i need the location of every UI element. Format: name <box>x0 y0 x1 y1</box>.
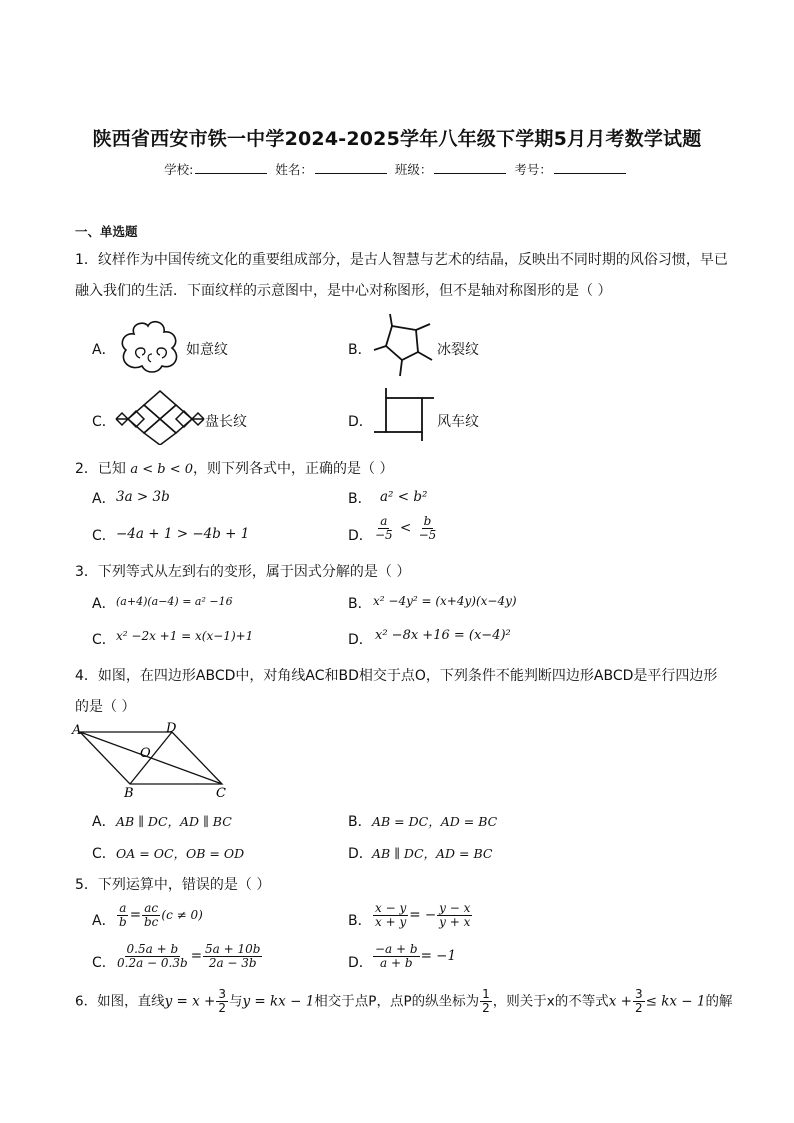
q6-frac-2-num: 1 <box>482 987 490 1001</box>
page-title: 陕西省西安市铁一中学2024-2025学年八年级下学期5月月考数学试题 <box>92 128 702 150</box>
q5-c-frac-right <box>203 943 262 970</box>
q5-b-eq: = − <box>409 907 437 923</box>
point-o-label: O <box>140 746 151 761</box>
q4-option-c-expr: OA = OC，OB = OD <box>116 846 245 861</box>
q5-a-eq: = <box>129 907 141 923</box>
q5-c-num-left: 0.5a + b <box>126 942 179 956</box>
q6-frac-1 <box>216 988 228 1015</box>
q6-text-5: 的解 <box>705 993 733 1010</box>
q5-a-num-left: a <box>119 901 127 915</box>
q1-option-d-text: 风车纹 <box>437 414 479 430</box>
q3-option-d-label: D． <box>348 632 373 648</box>
q5-d-den: a + b <box>380 956 413 970</box>
q6-text-2: 与 <box>228 993 243 1010</box>
name-blank <box>315 161 387 174</box>
q5-option-a-expr <box>116 902 203 929</box>
q6-stem <box>75 988 732 1015</box>
vertex-d-label: D <box>166 721 177 736</box>
q6-line2-expr: y = kx − 1 <box>242 993 315 1010</box>
q5-option-b-expr <box>372 902 473 929</box>
q6-text-3: 相交于点P，点P的纵坐标为 <box>314 993 480 1010</box>
q6-frac-2 <box>480 988 492 1015</box>
q6-text-1: 6．如图，直线 <box>75 993 165 1010</box>
q5-c-eq: = <box>190 948 202 964</box>
number-blank <box>554 161 626 174</box>
q4-option-b-label: B． <box>348 814 372 830</box>
q2-option-d-label: D． <box>348 528 373 544</box>
q2-option-c-expr: −4a + 1 > −4b + 1 <box>116 526 250 542</box>
q4-option-d-expr: AB ∥ DC，AD = BC <box>372 846 493 861</box>
q4-option-b-expr: AB = DC，AD = BC <box>372 814 498 829</box>
q2-option-b-expr: a² < b² <box>380 489 428 505</box>
class-label: 班级： <box>394 162 433 177</box>
q2-d-den-right: −5 <box>418 528 437 542</box>
q1-option-c-label: C． <box>92 414 116 430</box>
diagonal-bd <box>130 732 172 784</box>
q3-option-c-expr: x² −2x +1 = x(x−1)+1 <box>116 629 254 643</box>
q6-frac-1-num: 3 <box>218 987 226 1001</box>
q1-option-a-text: 如意纹 <box>186 342 228 358</box>
q2-stem-suffix: ，则下列各式中，正确的是（ ） <box>193 461 394 477</box>
q2-d-frac-left <box>373 515 395 542</box>
vertex-c-label: C <box>216 786 226 800</box>
q1-option-b-label: B． <box>348 342 372 358</box>
q2-option-b-label: B． <box>348 491 372 507</box>
q2-d-relation: < <box>400 520 412 536</box>
q6-frac-2-den: 2 <box>482 1001 490 1015</box>
q3-option-d-expr: x² −8x +16 = (x−4)² <box>375 628 511 643</box>
q2-condition: a < b < 0 <box>130 462 194 477</box>
q4-stem-line2: 的是（ ） <box>75 699 136 715</box>
q3-option-b-expr: x² −4y² = (x+4y)(x−4y) <box>373 594 517 608</box>
q1-option-a-label: A． <box>92 342 116 358</box>
q5-c-den-right: 2a − 3b <box>208 956 257 970</box>
q3-option-a-label: A． <box>92 596 116 612</box>
school-label: 学校: <box>164 162 194 177</box>
number-label: 考号： <box>514 162 552 177</box>
ice-crack-pattern-icon <box>372 312 436 378</box>
school-blank <box>195 161 267 174</box>
q6-frac-3-num: 3 <box>634 987 643 1001</box>
q5-b-den-left: x + y <box>375 915 407 929</box>
q4-option-a-label: A． <box>92 814 116 830</box>
q5-option-a-label: A． <box>92 913 116 929</box>
name-label: 姓名： <box>275 162 313 177</box>
q5-a-condition: (c ≠ 0) <box>161 908 203 922</box>
q2-d-frac-right <box>417 515 439 542</box>
q6-ineq-left: x + <box>608 993 632 1010</box>
q5-a-den-left: b <box>119 915 127 929</box>
q6-text-4: ，则关于x的不等式 <box>492 993 609 1010</box>
q4-parallelogram-figure <box>70 720 230 800</box>
q5-b-frac-left <box>373 902 408 929</box>
q3-option-a-expr: (a+4)(a−4) = a² −16 <box>116 595 233 608</box>
q2-d-den-left: −5 <box>375 528 393 542</box>
q5-stem: 5．下列运算中，错误的是（ ） <box>75 877 271 893</box>
q5-a-frac-left <box>117 902 129 929</box>
q5-a-num-right: ac <box>144 901 159 915</box>
vertex-a-label: A <box>72 723 82 738</box>
q4-option-c-label: C． <box>92 846 116 862</box>
q5-b-num-right: y − x <box>439 901 471 915</box>
student-info-line <box>0 160 794 178</box>
q3-option-c-label: C． <box>92 632 116 648</box>
q1-stem-line2: 融入我们的生活．下面纹样的示意图中，是中心对称图形，但不是轴对称图形的是（ ） <box>75 283 612 299</box>
q5-b-frac-right <box>437 902 472 929</box>
q6-frac-1-den: 2 <box>218 1001 226 1015</box>
panchang-knot-pattern-icon <box>114 389 206 445</box>
q5-option-d-label: D． <box>348 955 373 971</box>
q2-stem-prefix: 2．已知 <box>75 461 126 477</box>
q2-d-num-left: a <box>380 514 388 528</box>
q5-option-c-expr <box>114 943 263 970</box>
q6-line1-expr: y = x + <box>164 993 216 1010</box>
pinwheel-pattern-icon <box>372 386 436 442</box>
q5-a-den-right: bc <box>144 915 159 929</box>
q1-option-c-text: 盘长纹 <box>205 414 247 430</box>
q5-d-num: −a + b <box>375 942 418 956</box>
q5-c-den-left: 0.2a − 0.3b <box>117 956 188 970</box>
q5-c-frac-left <box>115 943 190 970</box>
section-heading: 一、单选题 <box>75 224 138 239</box>
q4-stem-line1: 4．如图，在四边形ABCD中，对角线AC和BD相交于点O，下列条件不能判断四边形ABCD是平行四边形 <box>75 668 718 684</box>
q2-option-d-expr <box>372 515 439 542</box>
q5-d-frac <box>373 943 420 970</box>
q5-d-eq: = −1 <box>420 948 457 964</box>
q2-d-num-right: b <box>423 514 432 528</box>
q6-frac-3 <box>633 988 645 1015</box>
q2-option-c-label: C． <box>92 528 116 544</box>
q6-ineq-right: ≤ kx − 1 <box>645 993 706 1010</box>
q2-option-a-expr: 3a > 3b <box>116 489 170 505</box>
ruyi-pattern-icon <box>116 318 186 376</box>
class-blank <box>434 161 506 174</box>
q4-option-d-label: D． <box>348 846 373 862</box>
q6-frac-3-den: 2 <box>634 1001 643 1015</box>
q1-stem-line1: 1．纹样作为中国传统文化的重要组成部分，是古人智慧与艺术的结晶，反映出不同时期的风俗习惯，早已 <box>75 252 728 268</box>
q5-a-frac-right <box>142 902 160 929</box>
q5-option-d-expr <box>372 943 456 970</box>
q1-option-b-text: 冰裂纹 <box>437 342 479 358</box>
vertex-b-label: B <box>124 786 134 800</box>
q2-option-a-label: A． <box>92 491 116 507</box>
q3-option-b-label: B． <box>348 596 372 612</box>
q5-c-num-right: 5a + 10b <box>205 942 261 956</box>
q5-b-den-right: y + x <box>439 915 471 929</box>
q3-stem: 3．下列等式从左到右的变形，属于因式分解的是（ ） <box>75 564 411 580</box>
q4-option-a-expr: AB ∥ DC，AD ∥ BC <box>116 814 232 829</box>
q5-option-c-label: C． <box>92 955 116 971</box>
q5-b-num-left: x − y <box>375 901 407 915</box>
q1-option-d-label: D． <box>348 414 373 430</box>
q5-option-b-label: B． <box>348 913 372 929</box>
q2-stem <box>75 458 394 478</box>
